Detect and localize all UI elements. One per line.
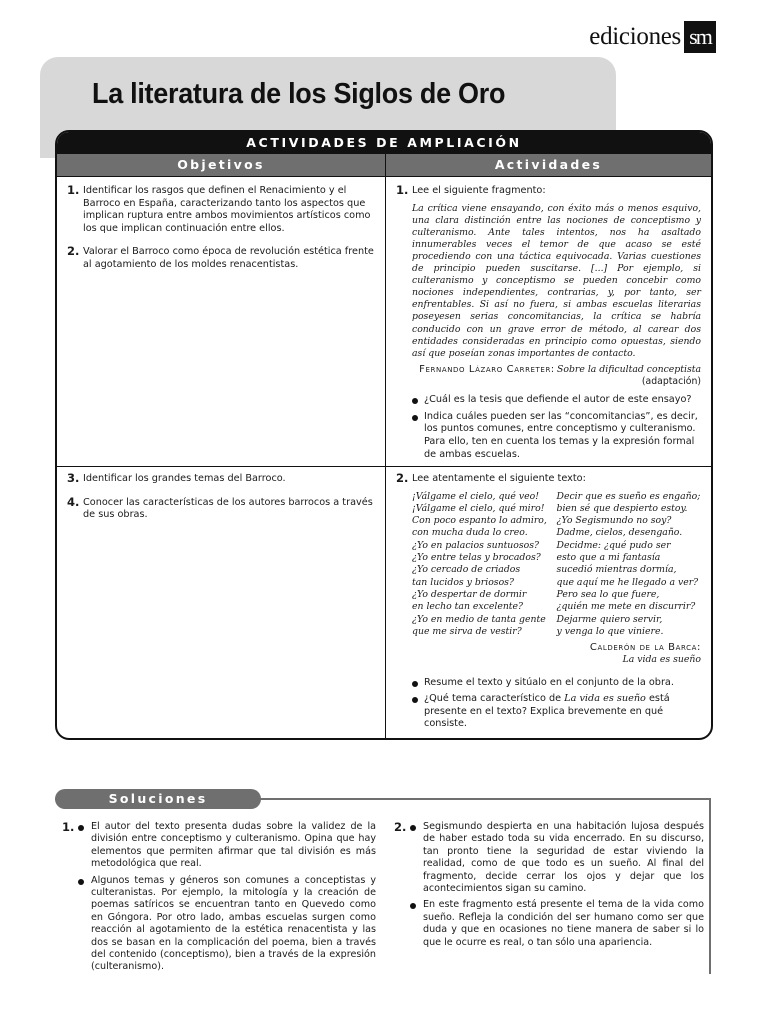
activity-intro-text: Lee el siguiente fragmento: bbox=[412, 185, 546, 196]
poem-line: Pero sea lo que fuere, bbox=[556, 588, 660, 600]
poem bbox=[412, 491, 701, 639]
solution-item: El autor del texto presenta dudas sobre la validez de la división entre conceptismo y culteranismo. Opina que hay elementos que permiten afirmar que tal división es más metodológica que real. bbox=[78, 821, 376, 871]
solution-1 bbox=[62, 821, 376, 978]
question-item: Indica cuáles pueden ser las “concomitancias”, es decir, los puntos comunes, entre conceptismo y culteranismo. Para ello, ten en cuenta los temas y la expresión formal de ambas escuelas. bbox=[412, 411, 701, 461]
activity-intro bbox=[386, 473, 711, 486]
question-item bbox=[412, 693, 701, 731]
poem-line: Decir que es sueño es engaño; bbox=[556, 490, 701, 502]
objective-number: 2. bbox=[67, 244, 80, 259]
activity-intro bbox=[386, 185, 711, 198]
publisher-name: ediciones bbox=[589, 23, 681, 50]
essay-author: Fernando Lázaro Carreter bbox=[419, 363, 551, 375]
essay-title: Sobre la dificultad conceptista bbox=[557, 363, 701, 375]
poem-line: ¿Yo entre telas y brocados? bbox=[412, 552, 541, 564]
page-title: La literatura de los Siglos de Oro bbox=[92, 78, 506, 110]
poem-line: ¿Yo cercado de criados bbox=[412, 564, 521, 576]
poem-line: ¡Válgame el cielo, qué veo! bbox=[412, 490, 539, 502]
objective-number: 4. bbox=[67, 494, 80, 509]
objective-item bbox=[57, 473, 375, 486]
poem-line: tan lucidos y briosos? bbox=[412, 576, 514, 588]
poem-right-column bbox=[557, 491, 702, 639]
poem-line: esto que a mi fantasía bbox=[556, 552, 661, 564]
objective-text: Identificar los grandes temas del Barroco. bbox=[83, 473, 286, 484]
solution-1-list bbox=[62, 821, 376, 974]
question-text: ¿Qué tema característico de bbox=[424, 693, 565, 705]
question-item: ¿Cuál es la tesis que defiende el autor de este ensayo? bbox=[412, 394, 701, 407]
poem-line: Decidme: ¿qué pudo ser bbox=[556, 539, 671, 551]
poem-line: Dejarme quiero servir, bbox=[556, 613, 663, 625]
poem-line: sucedió mientras dormía, bbox=[556, 564, 677, 576]
solution-number: 2. bbox=[394, 820, 407, 834]
activity-2-questions bbox=[412, 677, 701, 731]
objectives-top bbox=[57, 185, 375, 283]
objective-text: Valorar el Barroco como época de revolución estética frente al agotamiento de los moldes renacentistas. bbox=[83, 246, 374, 270]
objective-number: 1. bbox=[67, 183, 80, 197]
activity-1-questions bbox=[412, 394, 701, 461]
activity-2 bbox=[386, 473, 711, 735]
objectives-header: Objetivos bbox=[57, 154, 385, 177]
objective-text: Identificar los rasgos que definen el Renacimiento y el Barroco en España, caracterizando tanto los aspectos que implican ruptura entre ambos movimientos artísticos como los que implican continuación entre ellos. bbox=[83, 185, 371, 234]
activities-header: Actividades bbox=[386, 154, 711, 177]
poem-line: y venga lo que viniere. bbox=[556, 625, 664, 637]
poem-author: Calderón de la Barca: bbox=[589, 642, 701, 654]
poem-line: ¿Yo despertar de dormir bbox=[412, 588, 527, 600]
poem-title: La vida es sueño bbox=[622, 654, 701, 666]
activity-intro-text: Lee atentamente el siguiente texto: bbox=[412, 473, 586, 484]
objective-item bbox=[57, 185, 375, 235]
objectives-bottom bbox=[57, 473, 375, 533]
poem-line: bien sé que despierto estoy. bbox=[556, 502, 688, 514]
activity-1 bbox=[386, 185, 711, 465]
solutions-label: Soluciones bbox=[55, 789, 261, 809]
activity-number: 1. bbox=[396, 183, 409, 197]
objective-text: Conocer las características de los autores barrocos a través de sus obras. bbox=[83, 496, 373, 521]
solution-item: En este fragmento está presente el tema de la vida como sueño. Refleja la condición del ser humano como ser que duda y que en ocasiones no tiene manera de saber si lo que le ocurre es real, o tan sólo una apariencia. bbox=[410, 899, 704, 949]
poem-line: ¡Válgame el cielo, qué miro! bbox=[412, 502, 545, 514]
essay-fragment: La crítica viene ensayando, con éxito más o menos esquivo, una clara distinción entre las nociones de conceptismo y culteranismo. Ante tales intentos, nos ha asaltado innumerables veces el temor de que acaso se esté procediendo con una táctica equivocada. Varias cuestiones de principio pueden suscitarse. [...] Por ejemplo, si culteranismo y conceptismo se pueden concebir como nociones independientes, contrarias, y, por tanto, ser enfrentables. Si así no fuera, si ambas escuelas literarias poseyesen serias concomitancias, la crítica se habría conducido con un grave error de método, al carear dos entidades consideradas en principio como opuestas, siendo así que poseían zonas importantes de contacto. bbox=[412, 202, 701, 359]
poem-line: Con poco espanto lo admiro, bbox=[412, 515, 547, 527]
question-item: Resume el texto y sitúalo en el conjunto de la obra. bbox=[412, 677, 701, 690]
poem-left-column bbox=[412, 491, 557, 639]
objective-item bbox=[57, 246, 375, 271]
poem-line: que aquí me he llegado a ver? bbox=[556, 576, 699, 588]
publisher-logo bbox=[589, 20, 716, 54]
question-text: está presente en el texto? Explica brevemente en qué consiste. bbox=[424, 693, 670, 730]
poem-line: que me sirva de vestir? bbox=[412, 625, 522, 637]
objective-item bbox=[57, 494, 375, 522]
poem-line: en lecho tan excelente? bbox=[412, 601, 524, 613]
solution-2-list bbox=[394, 821, 704, 949]
publisher-mark: sm bbox=[684, 21, 716, 53]
solution-item: Algunos temas y géneros son comunes a conceptistas y culteranistas. Por ejemplo, la mitología y la creación de poemas satíricos se encuentran tanto en Quevedo como en Góngora. Por otro lado, ambas escuelas surgen como reacción al agotamiento de la estética renacentista y las dos se basan en la complicación del poema, bien a través del contenido (conceptismo), bien a través de la expresión (culteranismo). bbox=[78, 875, 376, 974]
row-divider bbox=[57, 466, 711, 467]
activity-number: 2. bbox=[396, 471, 409, 485]
poem-line: ¿Yo en palacios suntuosos? bbox=[412, 539, 540, 551]
poem-attribution bbox=[412, 642, 701, 666]
poem-line: ¿Yo en medio de tanta gente bbox=[412, 613, 546, 625]
essay-note: (adaptación) bbox=[641, 376, 701, 388]
solution-number: 1. bbox=[62, 820, 75, 834]
solution-item: Segismundo despierta en una habitación lujosa después de haber estado toda su vida encerrado. En su discurso, tan pronto tiene la seguridad de estar viviendo la realidad, como de que todo es un sueño. Al final del fragmento, decide cerrar los ojos y dejar que los acontecimientos sigan su camino. bbox=[410, 821, 704, 895]
poem-line: ¿Yo Segismundo no soy? bbox=[556, 515, 672, 527]
poem-line: ¿quién me mete en discurrir? bbox=[556, 601, 696, 613]
objective-number: 3. bbox=[67, 471, 80, 485]
poem-line: con mucha duda lo creo. bbox=[412, 527, 528, 539]
poem-line: Dadme, cielos, desengaño. bbox=[556, 527, 683, 539]
solution-2 bbox=[394, 821, 704, 953]
question-work-title: La vida es sueño bbox=[564, 693, 646, 705]
activities-banner: ACTIVIDADES DE AMPLIACIÓN bbox=[57, 132, 711, 154]
activities-box bbox=[55, 130, 713, 740]
essay-attribution: Fernando Lázaro Carreter: Sobre la dificultad conceptista (adaptación) bbox=[419, 363, 701, 388]
